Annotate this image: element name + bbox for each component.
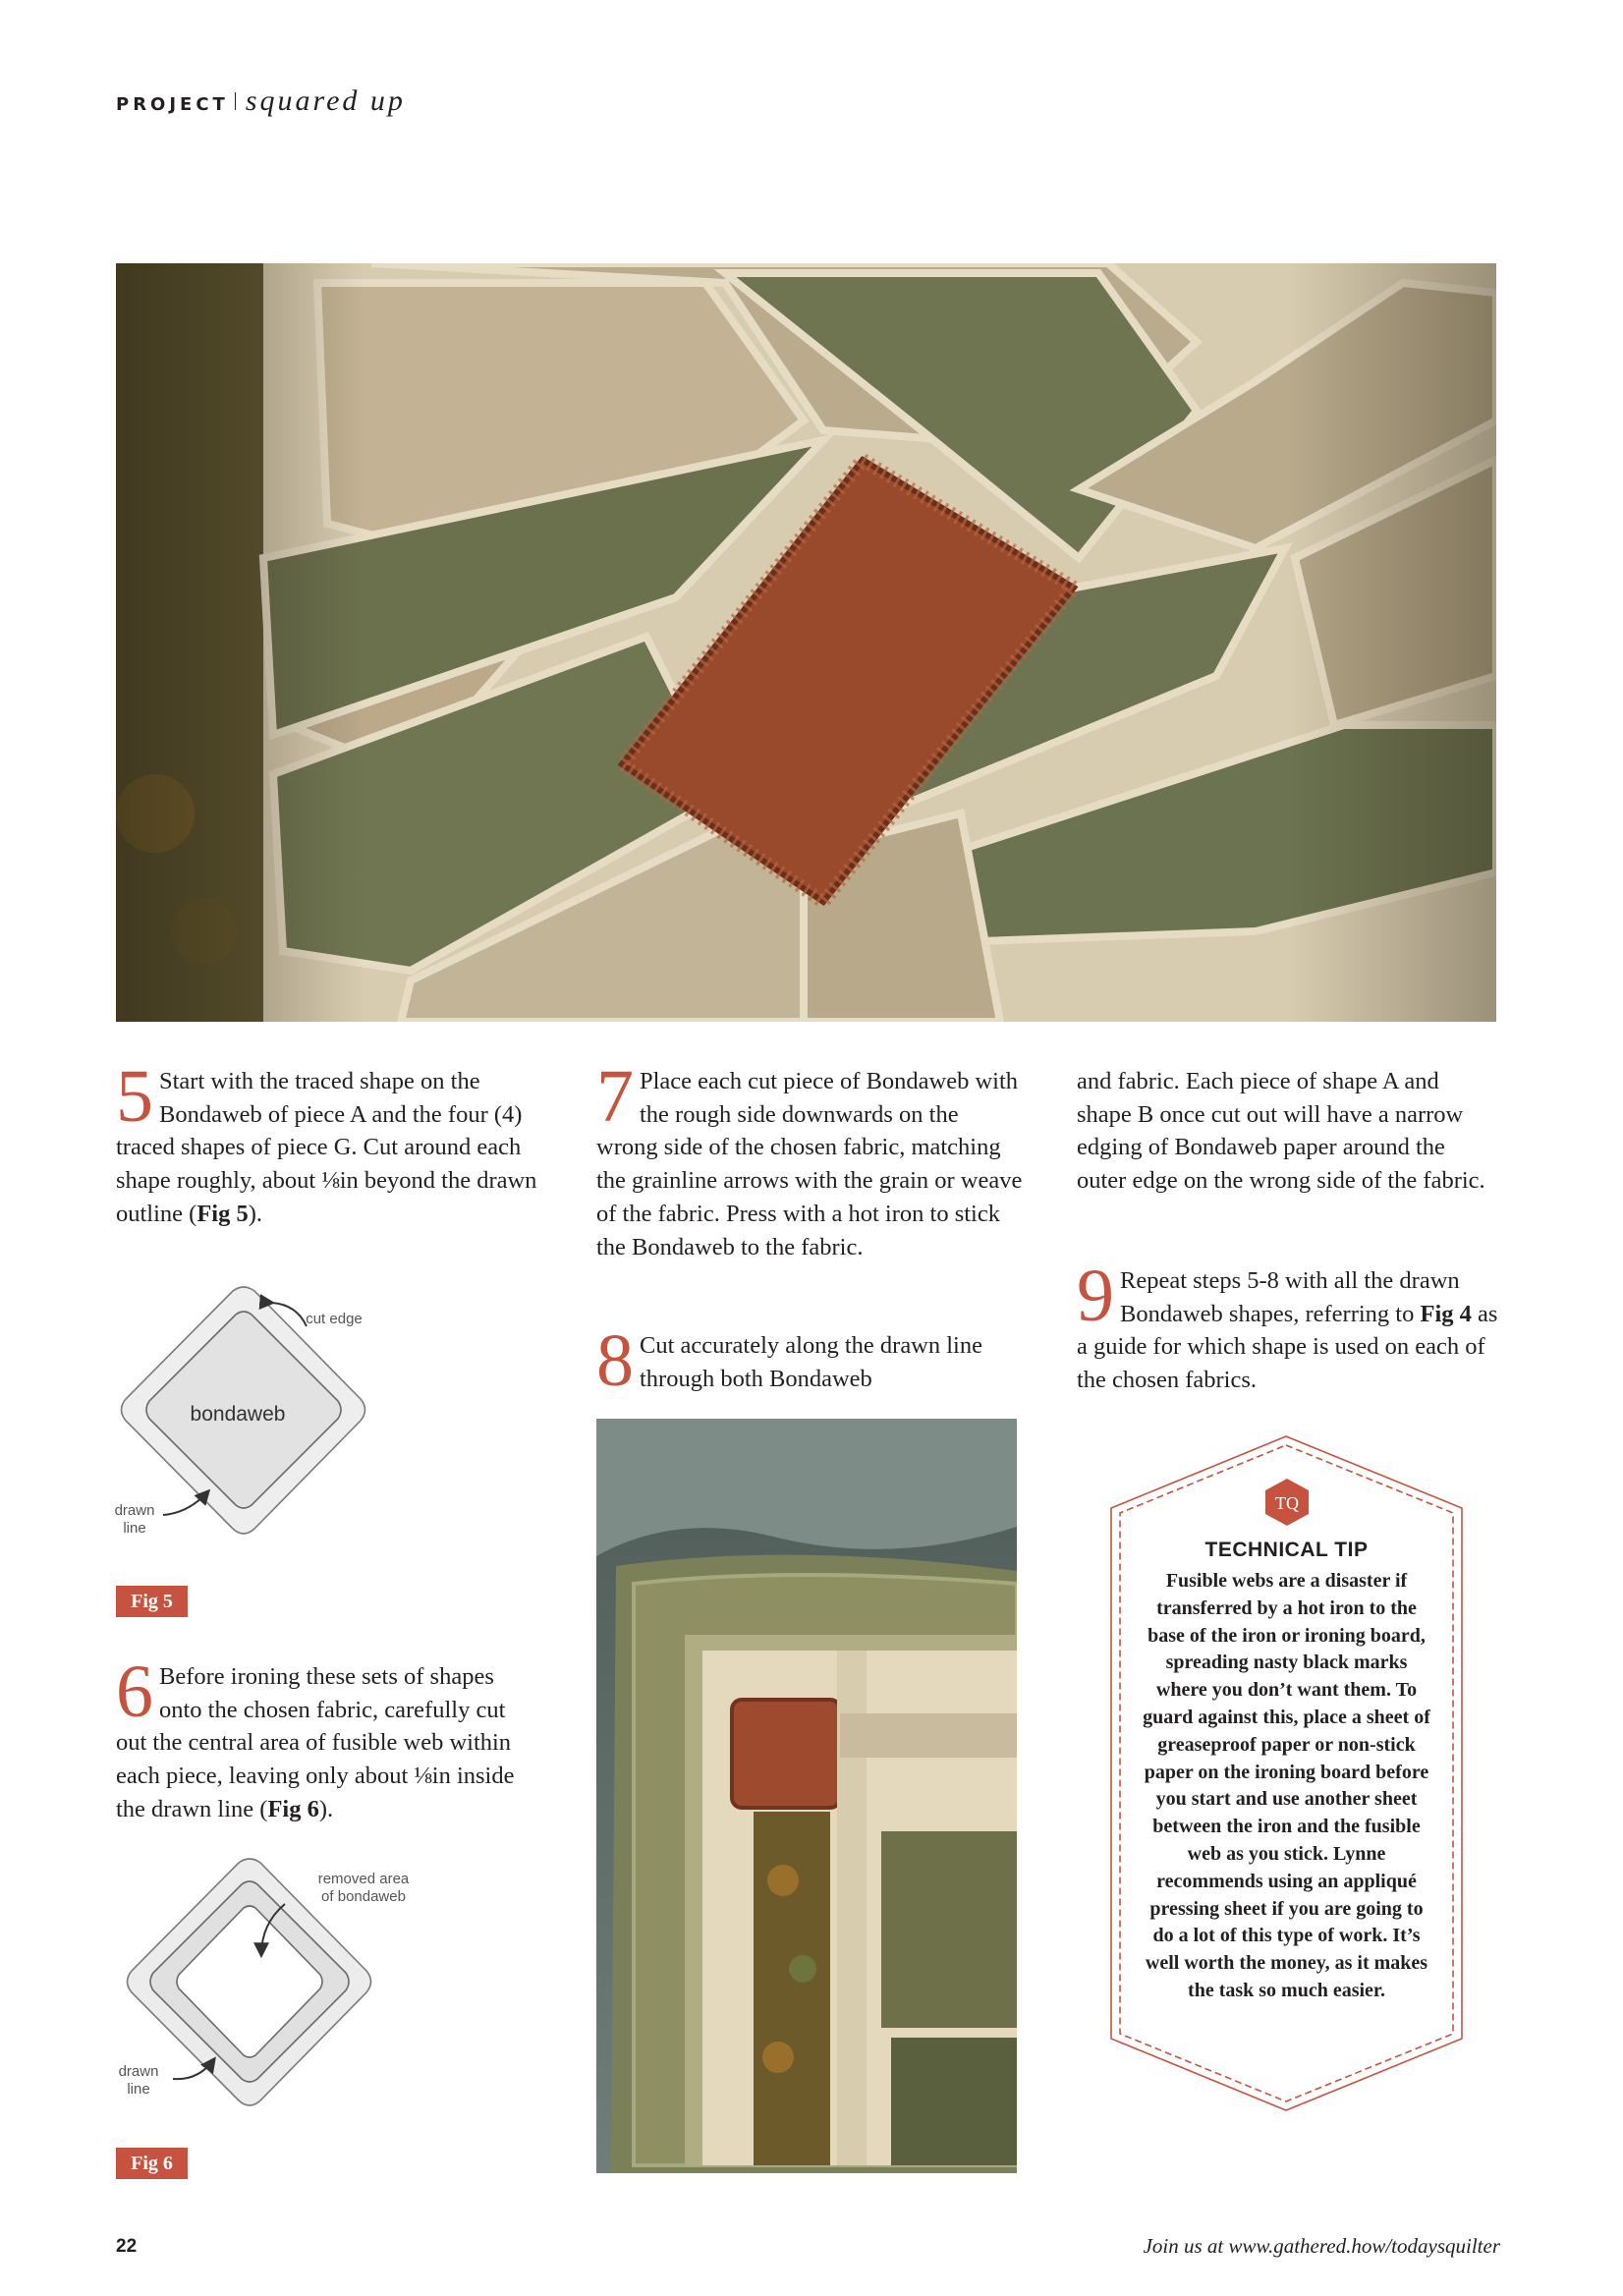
removed-area-label: removed area of bondaweb bbox=[317, 1871, 410, 1905]
tip-body: Fusible webs are a disaster if transferred by a hot iron to the base of the iron or ironing board, spreading nasty black marks where you don’t want them. To guard against this, place a sheet of greaseproof paper or non-stick paper on the ironing board before you start and use another sheet between the iron and the fusible web as you stick. Lynne recommends using an appliqué pressing sheet if you are going to do a lot of this type of work. It’s well worth the money, as it makes the task so much easier. bbox=[1143, 1570, 1430, 2001]
step-8-continued bbox=[1077, 1065, 1499, 1198]
step-number: 6 bbox=[116, 1651, 153, 1733]
drawn-line-label: drawn line bbox=[114, 1502, 155, 1537]
step-number: 8 bbox=[596, 1319, 634, 1402]
page-header bbox=[116, 84, 406, 118]
cushion-photo bbox=[596, 1419, 1017, 2173]
tq-badge-icon bbox=[1261, 1477, 1313, 1528]
step-text: Before ironing these sets of shapes onto the chosen fabric, carefully cut out the central area of fusible web within each piece, leaving only about ⅛in inside the drawn line (Fig 6). bbox=[116, 1663, 515, 1822]
step-number: 5 bbox=[116, 1055, 153, 1138]
step-number: 9 bbox=[1077, 1255, 1114, 1337]
hero-photo bbox=[116, 263, 1496, 1022]
step-text: Place each cut piece of Bondaweb with the rough side downwards on the wrong side of the chosen fabric, matching the grainline arrows with the grain or weave of the fabric. Press with a hot iron to stick the Bondaweb to the fabric. bbox=[596, 1068, 1023, 1260]
tq-badge-text: TQ bbox=[1275, 1493, 1299, 1513]
project-title: squared up bbox=[245, 84, 406, 117]
step-7 bbox=[596, 1055, 1024, 1263]
cut-edge-label: cut edge bbox=[306, 1311, 363, 1327]
step-text: and fabric. Each piece of shape A and shape B once cut out will have a narrow edging of Bondaweb paper around the outer edge on the wrong side of the fabric. bbox=[1077, 1068, 1485, 1195]
footer-url: Join us at www.gathered.how/todaysquilter bbox=[1143, 2234, 1500, 2258]
step-8 bbox=[596, 1319, 1024, 1402]
step-9 bbox=[1077, 1255, 1499, 1397]
step-text: Start with the traced shape on the Bondaweb of piece A and the four (4) traced shapes of piece G. Cut around each shape roughly, about ⅛in beyond the drawn outline (Fig 5). bbox=[116, 1068, 537, 1227]
bondaweb-label: bondaweb bbox=[190, 1403, 286, 1426]
step-5 bbox=[116, 1055, 538, 1231]
step-number: 7 bbox=[596, 1055, 634, 1138]
fig5-tag: Fig 5 bbox=[116, 1586, 188, 1617]
section-label: PROJECT bbox=[116, 94, 229, 115]
header-divider bbox=[235, 92, 236, 110]
page-number: 22 bbox=[116, 2236, 138, 2257]
step-text: Repeat steps 5-8 with all the drawn Bondaweb shapes, referring to Fig 4 as a guide for which shape is used on each of the chosen fabrics. bbox=[1077, 1267, 1498, 1394]
tip-title: TECHNICAL TIP bbox=[1204, 1539, 1369, 1561]
drawn-line-label-2: drawn line bbox=[118, 2063, 159, 2098]
step-6 bbox=[116, 1651, 538, 1826]
fig6-tag: Fig 6 bbox=[116, 2148, 188, 2179]
step-text: Cut accurately along the drawn line through both Bondaweb bbox=[640, 1332, 982, 1392]
